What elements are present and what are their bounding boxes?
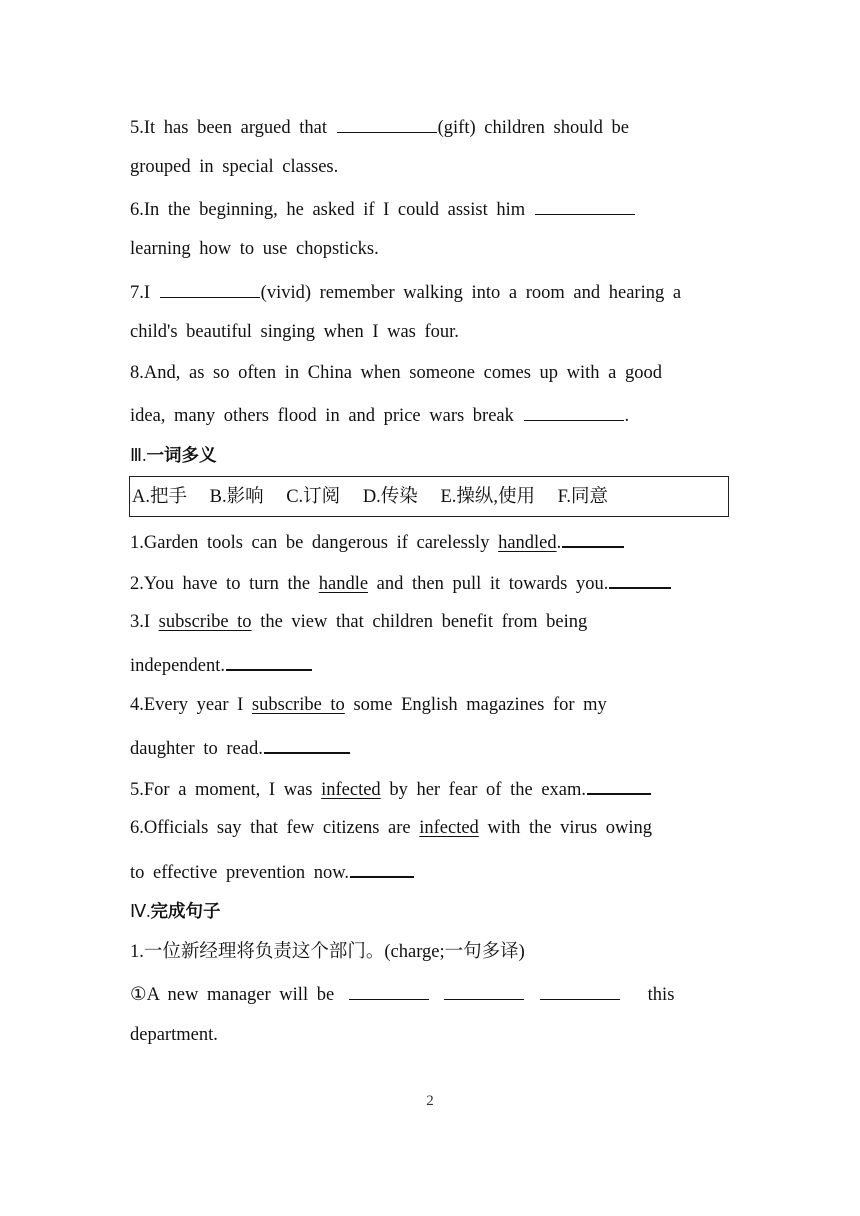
underlined-word: handle <box>318 574 369 594</box>
question-7-line-1: 7.I (vivid) remember walking into a room and hearing a <box>130 279 681 305</box>
answer-blank[interactable] <box>562 528 624 548</box>
polysemy-item-6-line-2: to effective prevention now. <box>130 858 415 885</box>
answer-blank[interactable] <box>337 114 437 133</box>
answer-blank[interactable] <box>349 981 429 1000</box>
option-b: B.影响 <box>209 487 264 507</box>
option-c: C.订阅 <box>286 487 341 507</box>
answer-blank[interactable] <box>444 981 524 1000</box>
answer-blank[interactable] <box>264 734 350 754</box>
sentence-1-prompt: 1.一位新经理将负责这个部门。(charge;一句多译) <box>130 942 525 962</box>
question-7-line-2: child's beautiful singing when I was four. <box>130 322 459 342</box>
sentence-1-option-a-cont: department. <box>130 1025 218 1045</box>
question-5-line-1: 5.It has been argued that (gift) children should be <box>130 114 629 140</box>
page-number: 2 <box>426 1093 434 1109</box>
question-6-line-2: learning how to use chopsticks. <box>130 239 379 259</box>
answer-blank[interactable] <box>587 775 651 795</box>
underlined-word: subscribe to <box>251 695 345 715</box>
answer-blank[interactable] <box>535 196 635 215</box>
question-8-line-1: 8.And, as so often in China when someone comes up with a good <box>130 363 663 383</box>
section-4-heading: Ⅳ.完成句子 <box>130 901 221 922</box>
polysemy-item-3-line-2: independent. <box>130 651 313 678</box>
option-e: E.操纵,使用 <box>440 487 535 507</box>
option-d: D.传染 <box>362 487 418 507</box>
question-6-line-1: 6.In the beginning, he asked if I could assist him <box>130 196 636 222</box>
underlined-word: infected <box>419 818 479 838</box>
options-list <box>132 485 626 509</box>
underlined-word: subscribe to <box>158 612 252 632</box>
answer-blank[interactable] <box>524 402 624 421</box>
question-5-line-2: grouped in special classes. <box>130 157 339 177</box>
polysemy-item-3-line-1: 3.I subscribe to the view that children benefit from being <box>130 612 588 632</box>
answer-blank[interactable] <box>540 981 620 1000</box>
polysemy-item-2: 2.You have to turn the handle and then pull it towards you. <box>130 569 672 596</box>
answer-blank[interactable] <box>226 651 312 671</box>
option-a: A.把手 <box>132 487 187 507</box>
polysemy-item-4-line-1: 4.Every year I subscribe to some English magazines for my <box>130 695 607 715</box>
options-box <box>129 476 729 517</box>
answer-blank[interactable] <box>160 279 260 298</box>
polysemy-item-1: 1.Garden tools can be dangerous if carelessly handled. <box>130 528 625 555</box>
option-f: F.同意 <box>557 487 609 507</box>
sentence-1-option-a: ①A new manager will be this <box>130 981 674 1007</box>
section-3-heading: Ⅲ.一词多义 <box>130 445 217 466</box>
polysemy-item-5: 5.For a moment, I was infected by her fear of the exam. <box>130 775 652 802</box>
question-8-line-2: idea, many others flood in and price wars break . <box>130 402 629 428</box>
underlined-word: infected <box>321 780 381 800</box>
polysemy-item-4-line-2: daughter to read. <box>130 734 351 761</box>
answer-blank[interactable] <box>350 858 414 878</box>
polysemy-item-6-line-1: 6.Officials say that few citizens are infected with the virus owing <box>130 818 653 838</box>
answer-blank[interactable] <box>609 569 671 589</box>
underlined-word: handled <box>498 533 557 553</box>
